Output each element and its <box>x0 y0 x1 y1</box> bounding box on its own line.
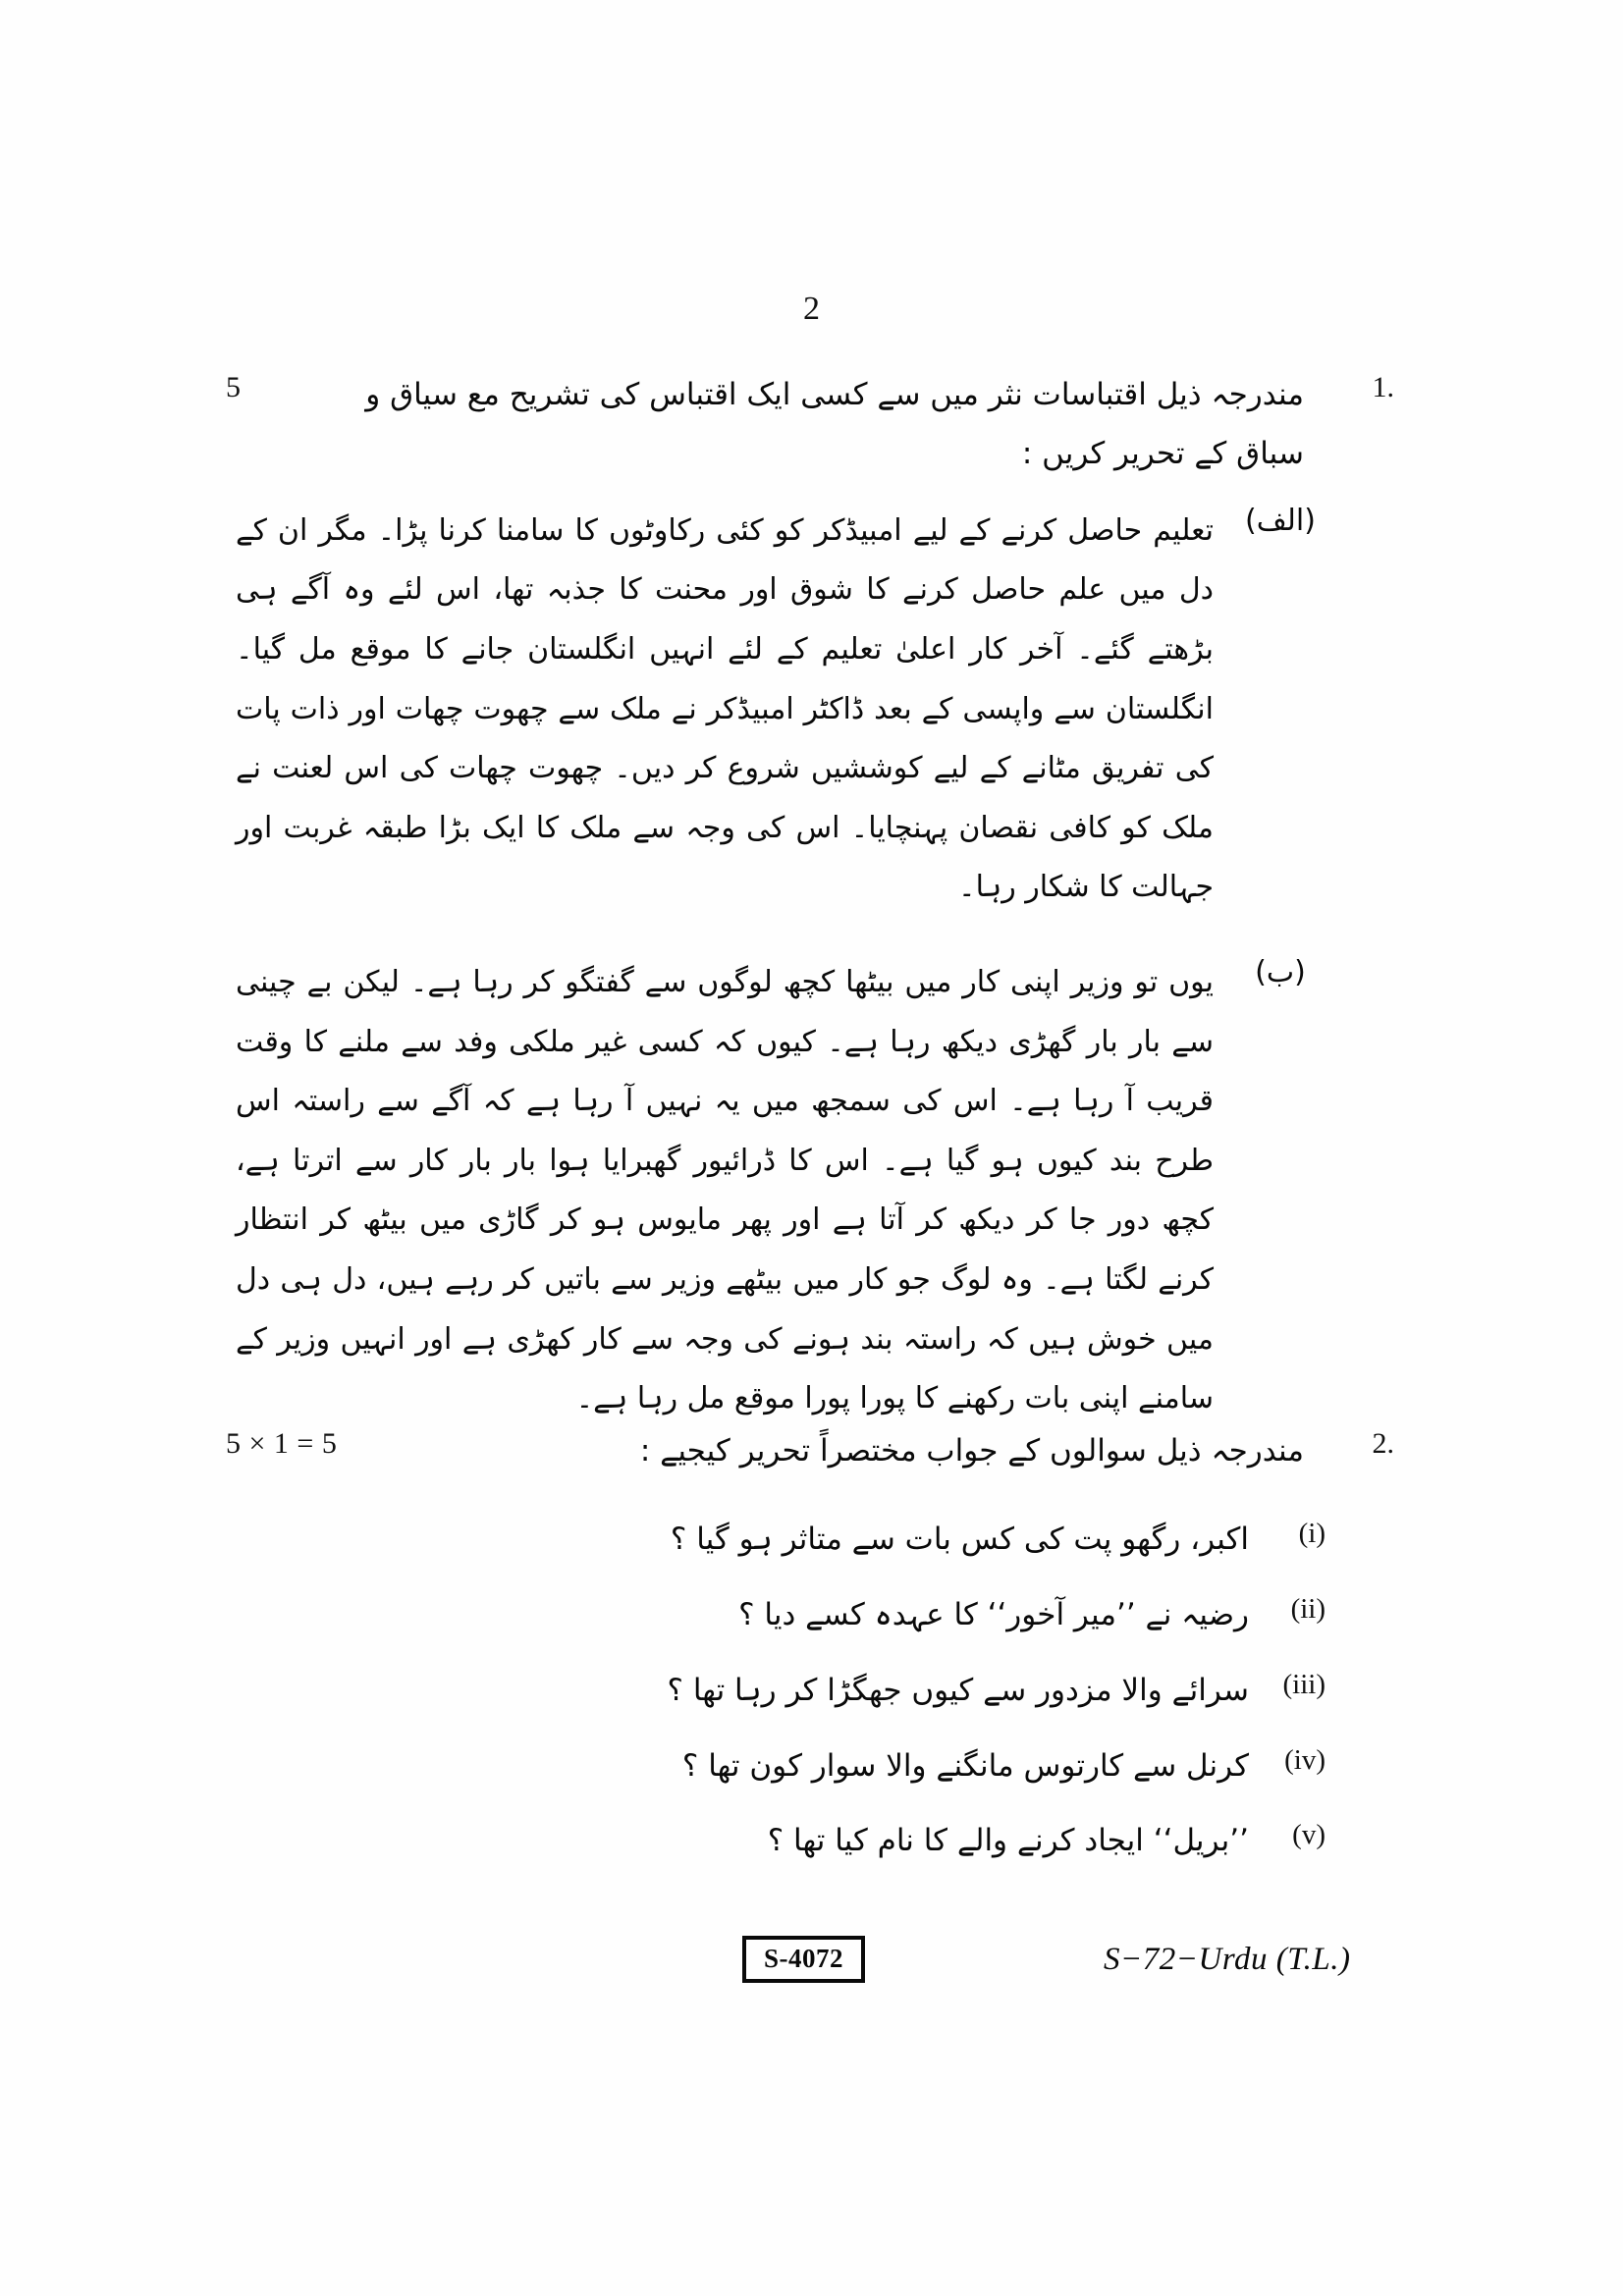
passage-be-row <box>226 953 1394 1429</box>
question-1-prompt-row <box>226 365 1394 484</box>
passage-be-label: (ب) <box>1255 955 1306 990</box>
subquestion-iv-text: کرنل سے کارتوس مانگنے والا سوار کون تھا ؟ <box>681 1747 1249 1784</box>
question-2-marks: 5 × 1 = 5 <box>226 1427 338 1460</box>
paper-code-box: S-4072 <box>742 1936 865 1983</box>
question-1-block <box>226 365 1394 1429</box>
subquestion-v-label: (v) <box>1292 1819 1325 1851</box>
passage-be-text: یوں تو وزیر اپنی کار میں بیٹھا کچھ لوگوں سے گفتگو کر رہا ہے۔ لیکن بے چینی سے بار بار گھڑی دیکھ رہا ہے۔ کیوں کہ کسی غیر ملکی وفد سے ملنے کا وقت قریب آ رہا ہے۔ اس کی سمجھ میں یہ نہیں آ رہا ہے کہ آگے سے راستہ اس طرح بند کیوں ہو گیا ہے۔ اس کا ڈرائیور گھبرایا ہوا بار بار کار سے اترتا ہے، کچھ دور جا کر دیکھ کر آتا ہے اور پھر مایوس ہو کر گاڑی میں بیٹھ کر انتظار کرنے لگتا ہے۔ وہ لوگ جو کار میں بیٹھے وزیر سے باتیں کر رہے ہیں، دل ہی دل میں خوش ہیں کہ راستہ بند ہونے کی وجہ سے کار کھڑی ہے اور انہیں وزیر کے سامنے اپنی بات رکھنے کا پورا پورا موقع مل رہا ہے۔ <box>236 965 1214 1416</box>
subquestion-i <box>226 1514 1394 1566</box>
subquestion-iii-label: (iii) <box>1282 1668 1325 1700</box>
passage-alif-text: تعلیم حاصل کرنے کے لیے امبیڈکر کو کئی رکاوٹوں کا سامنا کرنا پڑا۔ مگر ان کے دل میں علم حاصل کرنے کا شوق اور محنت کا جذبہ تھا، اس لئے وہ آگے ہی بڑھتے گئے۔ آخر کار اعلیٰ تعلیم کے لئے انہیں انگلستان جانے کا موقع مل گیا۔ انگلستان سے واپسی کے بعد ڈاکٹر امبیڈکر نے ملک سے چھوت چھات اور ذات پات کی تفریق مٹانے کے لیے کوششیں شروع کر دیں۔ چھوت چھات کی اس لعنت نے ملک کو کافی نقصان پہنچایا۔ اس کی وجہ سے ملک کا ایک بڑا طبقہ غربت اور جہالت کا شکار رہا۔ <box>236 512 1214 905</box>
passage-alif-row <box>226 502 1394 918</box>
paper-title: S−72−Urdu (T.L.) <box>1104 1942 1351 1977</box>
subquestion-i-label: (i) <box>1298 1518 1325 1550</box>
question-2-prompt-row <box>226 1421 1394 1480</box>
question-2-prompt-text: مندرجہ ذیل سوالوں کے جواب مختصراً تحریر کیجیے : <box>639 1433 1304 1468</box>
subquestion-v <box>226 1815 1394 1867</box>
subquestion-i-text: اکبر، رگھو پت کی کس بات سے متاثر ہو گیا ؟ <box>670 1522 1249 1558</box>
question-2-number: 2. <box>1372 1427 1394 1460</box>
page-footer <box>0 1936 1623 2004</box>
passage-alif-label: (الف) <box>1245 503 1316 538</box>
subquestion-ii-label: (ii) <box>1290 1593 1325 1626</box>
subquestion-ii-text: رضیہ نے ’’میر آخور‘‘ کا عہدہ کسے دیا ؟ <box>738 1597 1249 1633</box>
question-1-prompt-text: مندرجہ ذیل اقتباسات نثر میں سے کسی ایک اقتباس کی تشریح مع سیاق و سباق کے تحریر کریں : <box>365 377 1304 472</box>
subquestion-iv <box>226 1740 1394 1792</box>
subquestion-iii <box>226 1665 1394 1717</box>
subquestion-v-text: ’’بریل‘‘ ایجاد کرنے والے کا نام کیا تھا ؟ <box>767 1823 1249 1859</box>
question-1-marks: 5 <box>226 371 242 403</box>
subquestion-ii <box>226 1589 1394 1641</box>
question-1-number: 1. <box>1372 371 1394 403</box>
subquestion-iii-text: سرائے والا مزدور سے کیوں جھگڑا کر رہا تھا ؟ <box>667 1672 1249 1708</box>
page-number: 2 <box>803 291 820 327</box>
question-2-block <box>226 1421 1394 1891</box>
subquestion-iv-label: (iv) <box>1284 1743 1325 1776</box>
question-2-subquestions <box>226 1514 1394 1866</box>
